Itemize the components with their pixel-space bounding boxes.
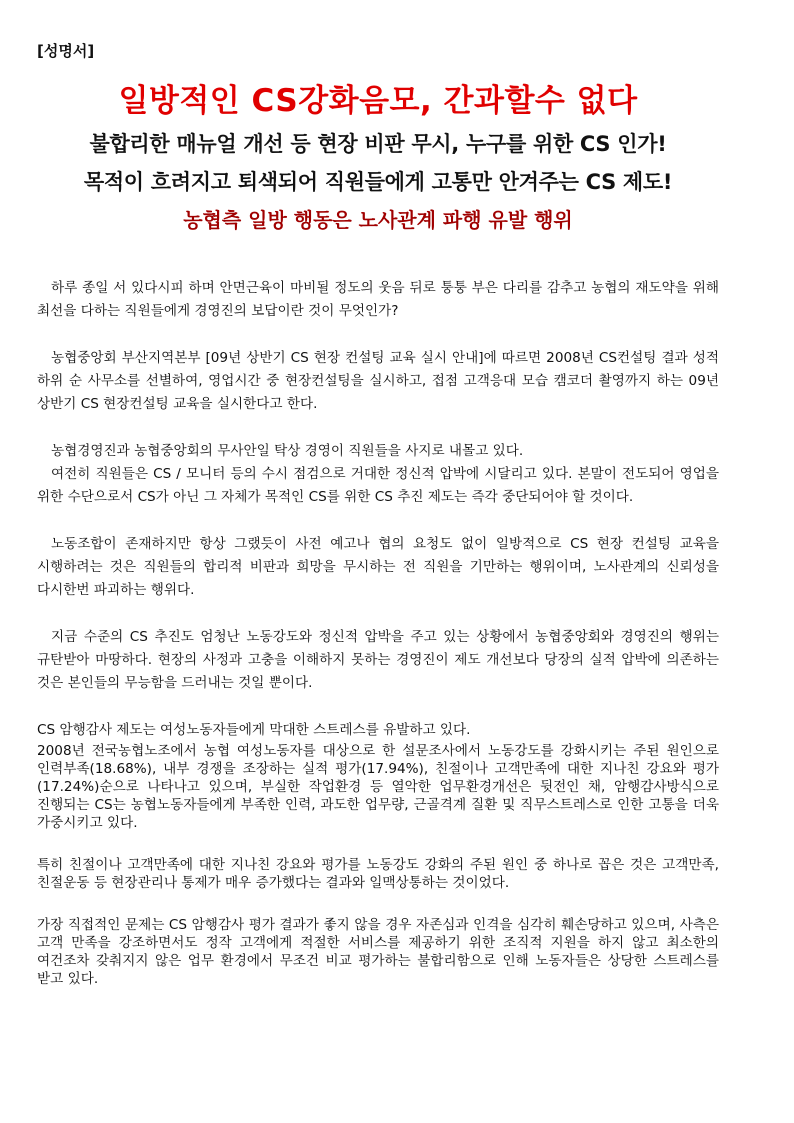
paragraph-4: 여전히 직원들은 CS / 모니터 등의 수시 점검으로 거대한 정신적 압박에 시달리고 있다. 본말이 전도되어 영업을 위한 수단으로서 CS가 아닌 그 자체가 목적인 CS를 위한 CS 추진 제도는 즉각 중단되어야 할 것이다.	[37, 466, 719, 505]
paragraph-3: 농협경영진과 농협중앙회의 무사안일 탁상 경영이 직원들을 사지로 내몰고 있다.	[51, 443, 524, 459]
paragraph-7: CS 암행감사 제도는 여성노동자들에게 막대한 스트레스를 유발하고 있다.	[37, 722, 471, 738]
paragraph-2: 농협중앙회 부산지역본부 [09년 상반기 CS 현장 컨설팅 교육 실시 안내]에 따르면 2008년 CS컨설팅 결과 성적 하위 순 사무소를 선별하여, 영업시간 중 현장컨설팅을 실시하고, 접점 고객응대 모습 캠코더 촬영까지 하는 09년 상반기 CS 현장컨설팅 교육을 실시한다고 한다.	[37, 350, 719, 412]
subtitle-3: 농협측 일방 행동은 노사관계 파행 유발 행위	[183, 208, 573, 232]
subtitle-2: 목적이 흐려지고 퇴색되어 직원들에게 고통만 안겨주는 CS 제도!	[83, 170, 673, 194]
document-label: [성명서]	[37, 42, 95, 60]
paragraph-8: 2008년 전국농협노조에서 농협 여성노동자를 대상으로 한 설문조사에서 노동강도를 강화시키는 주된 원인으로 인력부족(18.68%), 내부 경쟁을 조장하는 실적 평가(17.94%), 친절이나 고객만족에 대한 지나친 강요와 평가(17.24%)순으로 나타나고 있으며, 부실한 작업환경 등 열악한 업무환경개선은 뒷전인 채, 암행감사방식으로 진행되는 CS는 농협노동자들에게 부족한 인력, 과도한 업무량, 근골격계 질환 및 직무스트레스로 인한 고통을 더욱 가중시키고 있다.	[37, 743, 719, 831]
paragraph-1: 하루 종일 서 있다시피 하며 안면근육이 마비될 정도의 웃음 뒤로 퉁퉁 부은 다리를 감추고 농협의 재도약을 위해 최선을 다하는 직원들에게 경영진의 보답이란 것이 무엇인가?	[37, 280, 719, 319]
paragraph-10: 가장 직접적인 문제는 CS 암행감사 평가 결과가 좋지 않을 경우 자존심과 인격을 심각히 훼손당하고 있으며, 사측은 고객 만족을 강조하면서도 정작 고객에게 적절한 서비스를 제공하기 위한 조직적 지원을 하지 않고 최소한의 여건조차 갖춰지지 않은 업무 환경에서 무조건 비교 평가하는 불합리함으로 인해 노동자들은 상당한 스트레스를 받고 있다.	[37, 917, 719, 987]
paragraph-6: 지금 수준의 CS 추진도 엄청난 노동강도와 정신적 압박을 주고 있는 상황에서 농협중앙회와 경영진의 행위는 규탄받아 마땅하다. 현장의 사정과 고충을 이해하지 못하는 경영진이 제도 개선보다 당장의 실적 압박에 의존하는 것은 본인들의 무능함을 드러내는 것일 뿐이다.	[37, 629, 719, 691]
paragraph-5: 노동조합이 존재하지만 항상 그랬듯이 사전 예고나 협의 요청도 없이 일방적으로 CS 현장 컨설팅 교육을 시행하려는 것은 직원들의 합리적 비판과 희망을 무시하는 전 직원을 기만하는 행위이며, 노사관계의 신뢰성을 다시한번 파괴하는 행위다.	[37, 536, 719, 598]
document-title: 일방적인 CS강화음모, 간과할수 없다	[118, 83, 638, 119]
subtitle-1: 불합리한 매뉴얼 개선 등 현장 비판 무시, 누구를 위한 CS 인가!	[89, 132, 667, 156]
paragraph-9: 특히 친절이나 고객만족에 대한 지나친 강요와 평가를 노동강도 강화의 주된 원인 중 하나로 꼽은 것은 고객만족, 친절운동 등 현장관리나 통제가 매우 증가했다는 결과와 일맥상통하는 것이었다.	[37, 857, 719, 891]
